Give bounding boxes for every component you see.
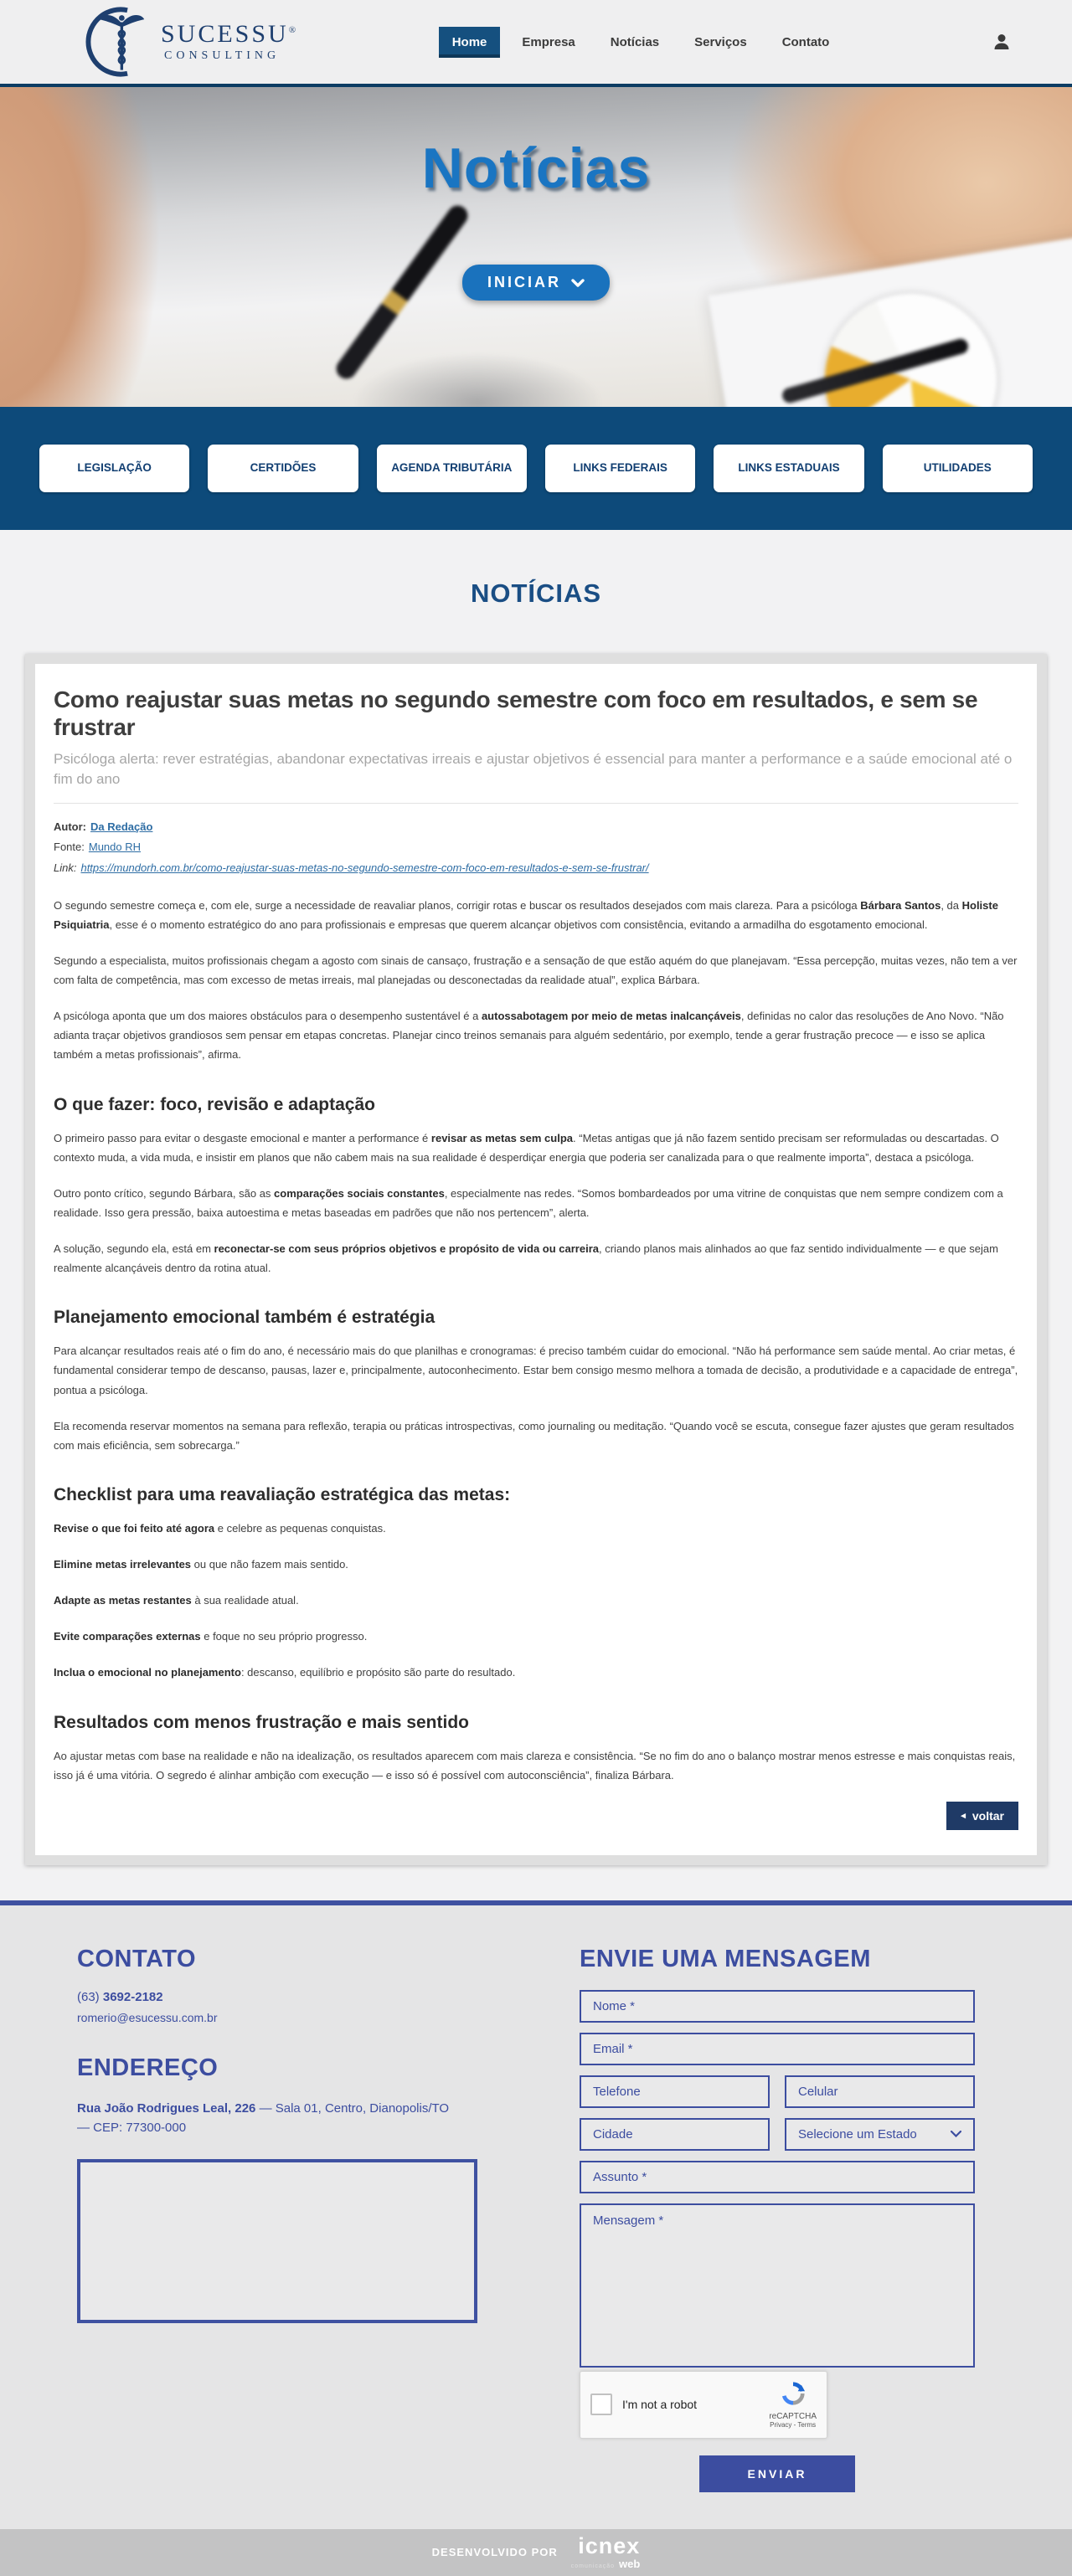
article-paragraph: Evite comparações externas e foque no seu próprio progresso.: [54, 1630, 368, 1643]
article-title: Como reajustar suas metas no segundo semestre com foco em resultados, e sem se frustrar: [54, 686, 978, 741]
footer: [0, 1900, 1072, 2529]
back-row: [54, 1802, 1018, 1830]
quicklink-utilidades[interactable]: UTILIDADES: [883, 445, 1033, 492]
article-subtitle: Psicóloga alerta: rever estratégias, abandonar expectativas irreais e ajustar objetivos é essencial para manter a performance e a saúde emocional até o fim do ano: [54, 749, 1018, 804]
recaptcha-widget: [580, 2371, 827, 2439]
hero-title: Notícias: [421, 136, 651, 200]
article-paragraph: Inclua o emocional no planejamento: descanso, equilíbrio e propósito são parte do resultado.: [54, 1666, 516, 1679]
article-paragraph: Para alcançar resultados reais até o fim do ano, é necessário mais do que planilhas e cronogramas: é preciso também cuidar do emocional. “Não há performance sem saúde mental. Ao criar metas, é fundamental considerar tempo de descanso, pausas, lazer e, principalmente, autoconhecimento. Estar bem consigo mesmo melhora a tomada de decisão, a produtividade e a capacidade de entrega”, pontua a psicóloga.: [54, 1345, 1018, 1396]
email-link[interactable]: romerio@esucessu.com.br: [77, 2010, 218, 2024]
footer-contact-column: [77, 1946, 496, 2492]
recaptcha-brand: [769, 2381, 817, 2429]
hero-banner: [0, 87, 1072, 407]
section-title: NOTÍCIAS: [470, 578, 602, 608]
nome-field[interactable]: [580, 1990, 975, 2023]
email-field[interactable]: [580, 2033, 975, 2065]
glasses-decoration: [352, 352, 603, 407]
nav-item-servicos[interactable]: Serviços: [694, 34, 747, 49]
article-section-heading: Checklist para uma reavaliação estratégica das metas:: [54, 1484, 511, 1504]
quicklink-links-federais[interactable]: LINKS FEDERAIS: [545, 445, 695, 492]
logo-text: [161, 19, 299, 63]
celular-field[interactable]: [785, 2075, 975, 2108]
article-paragraph: Ao ajustar metas com base na realidade e não na idealização, os resultados aparecem com mais clareza e consistência. “Se no fim do ano o balanço mostrar menos estresse e mais conquistas reais, isso já é uma vitória. O segredo é alinhar ambição com execução — e isso só é possível com autoconsciência”, finaliza Bárbara.: [54, 1749, 1016, 1782]
enviar-button[interactable]: ENVIAR: [699, 2455, 855, 2492]
recaptcha-icon: [781, 2381, 806, 2406]
recaptcha-privacy-terms[interactable]: Privacy - Terms: [770, 2420, 817, 2429]
form-heading: ENVIE UMA MENSAGEM: [580, 1945, 871, 1972]
quicklink-certidoes[interactable]: CERTIDÕES: [208, 445, 358, 492]
logo-tagline: CONSULTING: [164, 49, 281, 62]
contato-heading: CONTATO: [77, 1945, 197, 1972]
icnex-logo[interactable]: [571, 2535, 641, 2569]
article-paragraph: A psicóloga aponta que um dos maiores obstáculos para o desempenho sustentável é a autossabotagem por meio de metas inalcançáveis, definidas no calor das resoluções de Ano Novo. “Não adianta traçar objetivos grandiosos sem pensar em etapas concretas. Planejar cinco treinos semanais para alguém sedentário, por exemplo, tende a gerar frustração precoce — e isso se aplica também a metas profissionais”, afirma.: [54, 1010, 1004, 1062]
iniciar-button[interactable]: [462, 265, 610, 301]
logo[interactable]: [84, 7, 298, 77]
estado-field[interactable]: Selecione um Estado: [785, 2118, 975, 2151]
quicklinks-bar: [0, 407, 1072, 530]
article-card: [35, 664, 1037, 1855]
chevron-left-icon: ◂: [961, 1811, 966, 1822]
meta-link[interactable]: Da Redação: [90, 820, 153, 833]
phone-prefix: (63): [77, 1989, 100, 2004]
meta-label: Link:: [54, 861, 77, 875]
map-embed[interactable]: [77, 2159, 477, 2323]
nav-item-contato[interactable]: Contato: [781, 34, 830, 49]
meta-link[interactable]: https://mundorh.com.br/como-reajustar-suas-metas-no-segundo-semestre-com-foco-em-resultados-e-sem-se-frustrar/: [80, 861, 649, 875]
telefone-field[interactable]: [580, 2075, 770, 2108]
meta-label: Fonte:: [54, 841, 85, 854]
chevron-down-icon: [571, 279, 585, 287]
address-street: Rua João Rodrigues Leal, 226: [77, 2100, 256, 2116]
mensagem-field[interactable]: [580, 2203, 975, 2368]
meta-row: [54, 817, 1018, 838]
endereco-heading: ENDEREÇO: [77, 2054, 219, 2081]
chevron-down-icon: [951, 2131, 961, 2137]
article-meta: [54, 817, 1018, 879]
iniciar-label: INICIAR: [487, 274, 561, 291]
assunto-field[interactable]: [580, 2161, 975, 2193]
nav-item-empresa[interactable]: Empresa: [522, 34, 575, 49]
contact-form-fields: [580, 1990, 975, 2368]
nav-item-home[interactable]: Home: [439, 27, 501, 58]
news-section: [0, 530, 1072, 1900]
article-paragraph: Elimine metas irrelevantes ou que não fazem mais sentido.: [54, 1558, 348, 1571]
header: [0, 0, 1072, 87]
phone-number: 3692-2182: [102, 1989, 163, 2004]
footer-form-column: [580, 1946, 975, 2492]
cidade-field[interactable]: [580, 2118, 770, 2151]
article-paragraph: O segundo semestre começa e, com ele, surge a necessidade de reavaliar planos, corrigir rotas e buscar os resultados desejados com mais clareza. Para a psicóloga Bárbara Santos, da Holiste Psiquiatria, esse é o momento estratégico do ano para profissionais e empresas que querem alcançar objetivos com consistência, evitando a armadilha do esgotamento emocional.: [54, 898, 998, 931]
recaptcha-brand-name: reCAPTCHA: [769, 2411, 817, 2421]
article-body: [54, 896, 1018, 1785]
article-paragraph: Segundo a especialista, muitos profissionais chegam a agosto com sinais de cansaço, frustração e a sensação de que estão aquém do que planejavam. “Essa percepção, muitas vezes, não tem a ver com falta de competência, mas com excesso de metas irreais, mal planejadas ou desconectadas da realidade atual”, explica Bárbara.: [54, 954, 1018, 987]
quicklink-agenda-tributaria[interactable]: AGENDA TRIBUTÁRIA: [377, 445, 527, 492]
developed-by-text: DESENVOLVIDO POR: [431, 2546, 558, 2559]
article-card-wrapper: [25, 654, 1047, 1865]
registered-mark: ®: [288, 24, 299, 35]
address: [77, 2099, 462, 2138]
icnex-sub: [571, 2558, 641, 2569]
voltar-label: voltar: [972, 1808, 1004, 1823]
meta-row: [54, 837, 1018, 858]
article-paragraph: Ela recomenda reservar momentos na semana para reflexão, terapia ou práticas introspectivas, como journaling ou meditação. “Quando você se escuta, consegue fazer ajustes que geram resultados com mais eficiência, sem sobrecarga.”: [54, 1419, 1014, 1452]
article-paragraph: Revise o que foi feito até agora e celebre as pequenas conquistas.: [54, 1521, 386, 1535]
article-paragraph: O primeiro passo para evitar o desgaste emocional e manter a performance é revisar as metas sem culpa. “Metas antigas que já não fazem sentido precisam ser reformuladas ou descartadas. O contexto muda, a vida muda, e insistir em planos que não cabem mais na sua realidade é desperdiçar energia que poderia ser canalizada para o que realmente importa”, destaca a psicóloga.: [54, 1131, 999, 1164]
article-paragraph: Outro ponto crítico, segundo Bárbara, são as comparações sociais constantes, especialmente nas redes. “Somos bombardeados por uma vitrine de conquistas que nem sempre condizem com a realidade. Isso gera pressão, baixa autoestima e metas baseadas em padrões que não nos pertencem”, alerta.: [54, 1186, 1003, 1219]
logo-name: SUCESSU®: [161, 19, 299, 48]
quicklink-links-estaduais[interactable]: LINKS ESTADUAIS: [714, 445, 863, 492]
quicklink-legislacao[interactable]: LEGISLAÇÃO: [39, 445, 189, 492]
article-paragraph: Adapte as metas restantes à sua realidade atual.: [54, 1594, 299, 1607]
article-paragraph: A solução, segundo ela, está em reconectar-se com seus próprios objetivos e propósito de vida ou carreira, criando planos mais alinhados ao que faz sentido individualmente — e que sejam realmente alcançáveis dentro da rotina atual.: [54, 1242, 998, 1275]
caduceus-logo-icon: [84, 7, 154, 77]
meta-link[interactable]: Mundo RH: [88, 841, 141, 854]
article-section-heading: Resultados com menos frustração e mais sentido: [54, 1712, 469, 1732]
address-rest: — Sala 01, Centro, Dianopolis/TO — CEP: 77300-000: [77, 2100, 450, 2136]
voltar-button[interactable]: [946, 1802, 1018, 1830]
meta-label: Autor:: [54, 820, 86, 833]
phone: [77, 1990, 496, 2004]
bottom-bar: [0, 2529, 1072, 2576]
icnex-web-label: web: [619, 2558, 641, 2571]
recaptcha-checkbox[interactable]: [590, 2393, 612, 2415]
recaptcha-label: I'm not a robot: [622, 2398, 698, 2412]
meta-row: [54, 858, 1018, 879]
icnex-wordmark: icnex: [578, 2533, 641, 2559]
nav-item-noticias[interactable]: Notícias: [610, 34, 660, 49]
user-account-icon[interactable]: [992, 32, 1012, 52]
article-section-heading: Planejamento emocional também é estratégia: [54, 1308, 436, 1328]
main-nav: [439, 27, 843, 58]
icnex-tagline: comunicação: [570, 2563, 616, 2570]
article-section-heading: O que fazer: foco, revisão e adaptação: [54, 1094, 375, 1114]
